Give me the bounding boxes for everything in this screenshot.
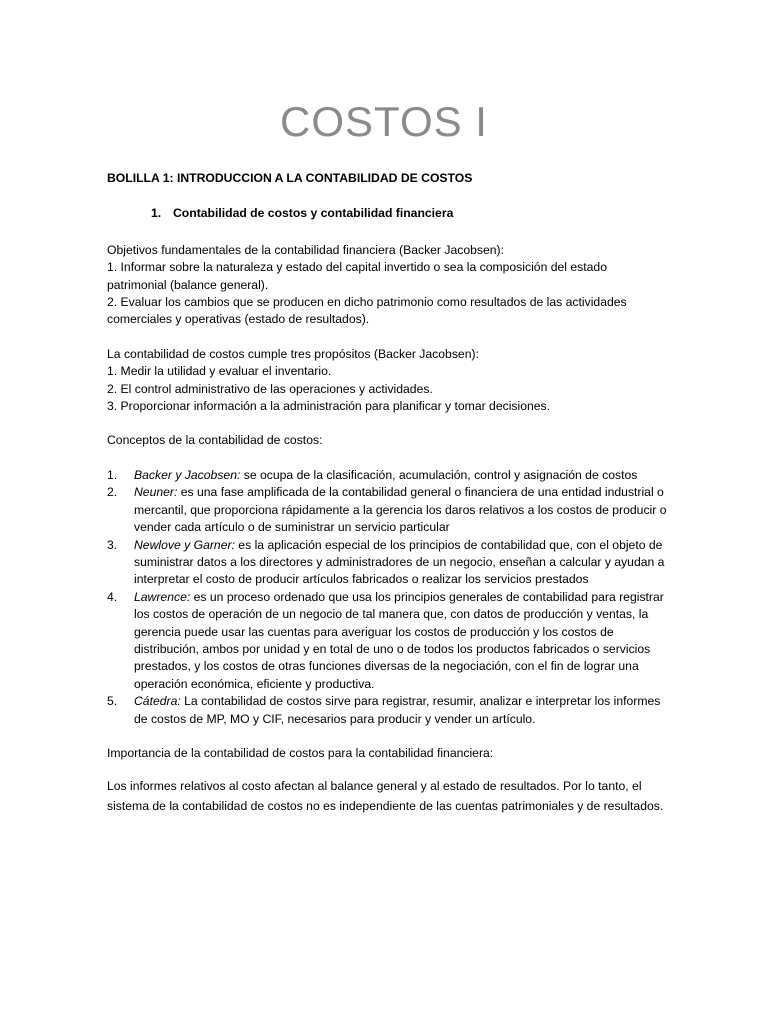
conceptos-intro: Conceptos de la contabilidad de costos: (107, 433, 323, 448)
propositos-intro: La contabilidad de costos cumple tres propósitos (Backer Jacobsen): (107, 346, 479, 361)
propositos-paragraph (107, 346, 667, 416)
list-item-number: 3. (107, 537, 118, 552)
author-name: Newlove y Garner: (134, 537, 235, 552)
list-item-text (134, 589, 667, 693)
author-name: Lawrence: (134, 589, 191, 604)
definition-text: es una fase amplificada de la contabilidad general o financiera de una entidad industrial o mercantil, que proporciona rápidamente a la gerencia los daros relativos a los costos de producir o vender cada artículo o de suministrar un servicio particular (134, 485, 667, 535)
list-item (107, 537, 667, 589)
document-title: COSTOS I (280, 98, 488, 145)
subsection-title: Contabilidad de costos y contabilidad financiera (173, 206, 454, 221)
objetivos-item: 2. Evaluar los cambios que se producen en dicho patrimonio como resultados de las actividades comerciales y operativas (estado de resultados). (107, 295, 627, 327)
author-name: Cátedra: (134, 694, 181, 709)
definition-text: se ocupa de la clasificación, acumulación, control y asignación de costos (240, 467, 638, 482)
importancia-paragraph: Los informes relativos al costo afectan al balance general y al estado de resultados. Por lo tanto, el sistema de la contabilidad de costos no es independiente de las cuentas patrimoniales y de resultados. (107, 779, 664, 814)
propositos-item: 3. Proporcionar información a la administración para planificar y tomar decisiones. (107, 399, 551, 414)
list-item-text (134, 537, 667, 589)
section-heading: BOLILLA 1: INTRODUCCION A LA CONTABILIDAD DE COSTOS (107, 171, 473, 185)
list-item (107, 693, 667, 728)
subsection-number: 1. (151, 206, 162, 221)
list-item-number: 5. (107, 694, 118, 709)
conceptos-list (107, 467, 667, 728)
list-item-text (134, 484, 667, 536)
author-name: Neuner: (134, 485, 178, 500)
importancia-title: Importancia de la contabilidad de costos para la contabilidad financiera: (107, 745, 494, 760)
list-item (107, 467, 667, 484)
list-item-number: 1. (107, 467, 118, 482)
propositos-item: 2. El control administrativo de las operaciones y actividades. (107, 381, 433, 396)
definition-text: es un proceso ordenado que usa los principios generales de contabilidad para registrar los costos de operación de un negocio de tal manera que, con datos de producción y ventas, la gerencia puede usar las cuentas para averiguar los costos de producción y los costos de distribución, ambos por unidad y en total de uno o de todos los productos fabricados o servicios prestados, y los costos de otras funciones diversas de la negociación, con el fin de lograr una operación económica, eficiente y productiva. (134, 589, 664, 691)
list-item (107, 589, 667, 693)
definition-text: es la aplicación especial de los principios de contabilidad que, con el objeto de suministrar datos a los directores y administradores de un negocio, enseñan a calcular y ayudan a interpretar el costo de producir artículos fabricados o realizar los servicios prestados (134, 537, 665, 587)
subsection-heading (107, 205, 667, 222)
list-item-text (134, 693, 667, 728)
objetivos-paragraph (107, 242, 667, 329)
objetivos-item: 1. Informar sobre la naturaleza y estado del capital invertido o sea la composición del estado patrimonial (balance general). (107, 260, 607, 292)
author-name: Backer y Jacobsen: (134, 467, 241, 482)
definition-text: La contabilidad de costos sirve para registrar, resumir, analizar e interpretar los informes de costos de MP, MO y CIF, necesarios para producir y vender un artículo. (134, 694, 661, 726)
list-item (107, 484, 667, 536)
objetivos-intro: Objetivos fundamentales de la contabilidad financiera (Backer Jacobsen): (107, 242, 504, 257)
document-body (107, 170, 667, 816)
propositos-item: 1. Medir la utilidad y evaluar el inventario. (107, 364, 332, 379)
list-item-number: 2. (107, 485, 118, 500)
list-item-number: 4. (107, 589, 118, 604)
list-item-text (134, 467, 667, 484)
